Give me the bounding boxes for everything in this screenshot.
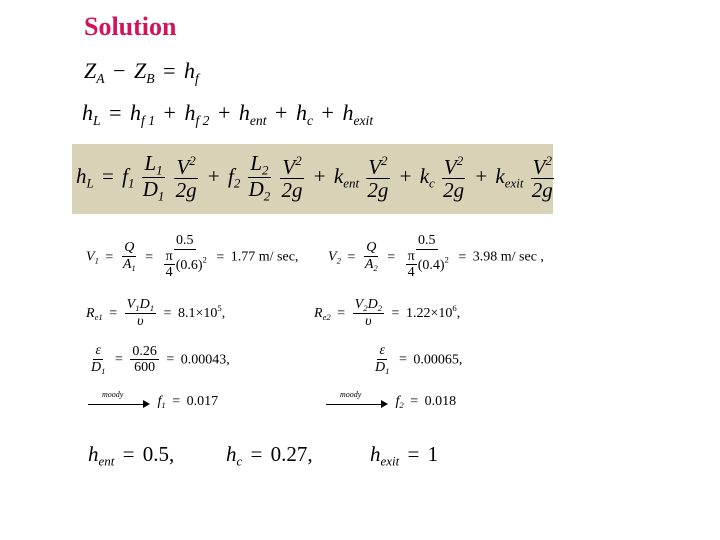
subscript: 1 bbox=[127, 175, 135, 191]
subscript: 2 bbox=[233, 175, 241, 191]
fraction: $\frac{V^2}{2g}$ bbox=[175, 152, 197, 203]
symbol: f bbox=[227, 163, 234, 188]
page-title: Solution bbox=[84, 12, 177, 41]
fraction: $\frac{L_2}{D_2}$ bbox=[248, 151, 271, 204]
equation-velocity-2: $V_2$ = $\frac{Q}{A_2}$ = 0.5 $\frac{\pi}{4}$ $(0.4)^2$ = 3.98 m/ sec , bbox=[328, 233, 544, 281]
symbol: Z bbox=[84, 58, 97, 83]
equation-head-loss-expanded bbox=[76, 152, 556, 204]
operator: + bbox=[217, 100, 231, 125]
operator: = bbox=[163, 58, 176, 83]
equation-head-loss-sum bbox=[82, 100, 373, 129]
symbol: h bbox=[238, 100, 250, 125]
arrow-icon: moody bbox=[326, 395, 388, 409]
operator: + bbox=[399, 163, 412, 188]
fraction: $\frac{V^2}{2g}$ bbox=[531, 152, 553, 203]
equation-relative-roughness-1: $\frac{\varepsilon}{D_1}$ = $\frac{0.26}{600}$ = 0.00043, bbox=[91, 343, 230, 376]
subscript: f 1 bbox=[141, 112, 156, 128]
fraction: $\frac{L_1}{D_1}$ bbox=[142, 151, 165, 204]
symbol: h bbox=[184, 58, 195, 83]
equation-energy-balance bbox=[84, 58, 199, 87]
operator: = bbox=[102, 163, 114, 188]
subscript: B bbox=[146, 70, 155, 86]
subscript: f 2 bbox=[195, 112, 210, 128]
operator: + bbox=[207, 163, 220, 188]
subscript: L bbox=[93, 112, 101, 128]
fraction: $\frac{V^2}{2g}$ bbox=[367, 152, 389, 203]
coefficient-exit: $h_{exit} = 1$ bbox=[370, 442, 439, 469]
operator: + bbox=[321, 100, 334, 125]
equation-reynolds-1: $R_{e1}$ = $\frac{V_1D_1}{\upsilon}$ = $8.1\times 10^5$, bbox=[86, 297, 226, 330]
operator: = bbox=[109, 100, 122, 125]
operator: + bbox=[475, 163, 488, 188]
symbol: h bbox=[184, 100, 196, 125]
symbol: k bbox=[495, 163, 505, 188]
subscript: f bbox=[195, 70, 199, 86]
arrow-icon: moody bbox=[88, 395, 150, 409]
equation-velocity-1: $V_1$ = $\frac{Q}{A_1}$ = 0.5 $\frac{\pi}{4}$ $(0.6)^2$ = 1.77 m/ sec, bbox=[86, 233, 299, 281]
fraction: $\frac{V^2}{2g}$ bbox=[281, 152, 303, 203]
subscript: ent bbox=[249, 112, 267, 128]
subscript: A bbox=[96, 70, 105, 86]
subscript: c bbox=[306, 112, 314, 128]
equation-friction-1: moody $f_1 = 0.017$ bbox=[88, 394, 218, 410]
symbol: Z bbox=[134, 58, 147, 83]
symbol: k bbox=[419, 163, 430, 188]
symbol: h bbox=[82, 100, 93, 125]
symbol: h bbox=[76, 163, 87, 188]
equation-reynolds-2: $R_{e2}$ = $\frac{V_2D_2}{\upsilon}$ = $1.22\times 10^6$, bbox=[314, 297, 461, 330]
operator: + bbox=[275, 100, 288, 125]
subscript: exit bbox=[353, 112, 374, 128]
symbol: h bbox=[295, 100, 307, 125]
symbol: k bbox=[333, 163, 344, 188]
fraction: $\frac{V^2}{2g}$ bbox=[443, 152, 465, 203]
coefficient-contraction: $h_c = 0.27$, bbox=[226, 442, 313, 469]
subscript: c bbox=[429, 175, 435, 191]
subscript: ent bbox=[343, 175, 360, 191]
equation-relative-roughness-2: $\frac{\varepsilon}{D_1}$ = 0.00065, bbox=[375, 343, 463, 376]
symbol: f bbox=[122, 163, 128, 188]
operator: − bbox=[113, 58, 126, 83]
subscript: exit bbox=[504, 175, 524, 191]
symbol: h bbox=[130, 100, 141, 125]
operator: + bbox=[313, 163, 326, 188]
subscript: L bbox=[86, 175, 94, 191]
operator: + bbox=[163, 100, 176, 125]
symbol: h bbox=[342, 100, 354, 125]
coefficient-entrance: $h_{ent} = 0.5$, bbox=[88, 442, 175, 469]
equation-friction-2: moody $f_2 = 0.018$ bbox=[326, 394, 456, 410]
